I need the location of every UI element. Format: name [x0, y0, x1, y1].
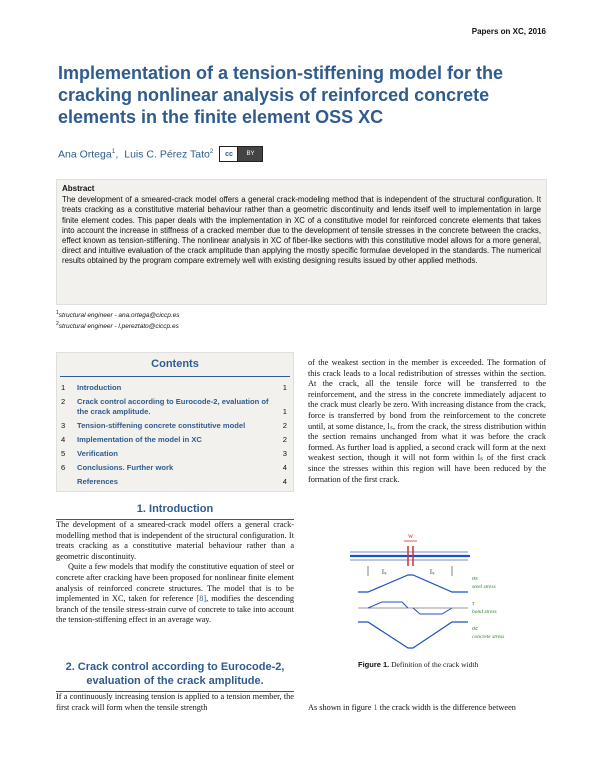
right-column-text — [308, 358, 546, 485]
paper-title: Implementation of a tension-stiffening model for the cracking nonlinear analysis of reinforced concrete elements in the finite element OSS XC — [58, 63, 504, 127]
abstract-box — [56, 179, 547, 305]
right-column-text-bottom — [308, 703, 546, 714]
bond-stress-right — [413, 608, 452, 614]
label-tau: τ — [472, 600, 475, 607]
label-ls-left: lₛ — [382, 568, 387, 576]
contents-heading: Contents — [151, 358, 199, 370]
abstract-text: The development of a smeared-crack model offers a general crack-modeling method that is independent of the structural configuration. It treats cracking as a constitutive material behaviour rather than a geometric discontinuity and lends itself well to implementation in large finite element codes. This paper deals with the implementation in XC of a constitutive model for reinforced concrete elements that takes into account the increase in stiffness of a cracked member due to the development of tensile stresses in the concrete between the cracks, effect known as tension-stiffening. The nonlinear analysis in XC of fiber-like sections with this constitutive model allows for a more general, direct and intuitive evaluation of the crack amplitude than applying the mostly specific formulae developed in the standards. The numerical results obtained by the program compare extremely well with existing designing results issued by other applied methods. — [62, 195, 541, 266]
intro-paragraph-1: The development of a smeared-crack model offers a general crack-modelling method that is independent of the structural configuration. It treats cracking as a constitutive material behaviour rather than a geometric discontinuity. — [56, 520, 294, 561]
sec2-paragraph-1: If a continuously increasing tension is applied to a tension member, the first crack will form when the tensile strength — [56, 692, 294, 712]
citation-link[interactable]: [8] — [196, 594, 207, 604]
right-paragraph-2: As shown in figure 1 the crack width is the difference between — [308, 703, 516, 712]
concrete-stress-curve — [358, 622, 468, 648]
steel-stress-curve — [358, 575, 468, 592]
cc-license-badge[interactable] — [219, 146, 263, 162]
abstract-heading: Abstract — [62, 184, 95, 193]
label-steel-stress: steel stress — [472, 584, 496, 590]
journal-header: Papers on XC, 2016 — [471, 27, 546, 36]
contents-divider — [60, 376, 290, 377]
table-of-contents — [56, 352, 294, 492]
toc-item[interactable]: References 4 — [77, 477, 287, 486]
figure-link[interactable]: 1 — [373, 703, 378, 712]
crack-control-text — [56, 692, 294, 713]
toc-item[interactable]: 3 Tension-stiffening concrete constitutive model 2 — [61, 421, 287, 430]
intro-paragraph-2: Quite a few models that modify the constitutive equation of steel or concrete after cracking have been proposed for nonlinear finite element analysis of reinforced concrete structures. The model that is to be implemented in XC, taken for reference [8], modifies the descending branch of the tensile stress-strain curve of concrete to take into account the tension-stiffening effect in an average way. — [56, 562, 295, 625]
toc-item[interactable]: 4 Implementation of the model in XC 2 — [61, 435, 287, 444]
cc-icon: cc — [220, 147, 238, 161]
footnote-2: $^2$structural engineer - l.pereztato@ciccp.es — [56, 321, 179, 331]
toc-item[interactable]: 2 Crack control according to Eurocode-2, evaluation of the crack amplitude. 1 — [61, 397, 287, 416]
label-bond-stress: bond stress — [472, 609, 497, 615]
author-1: Ana Ortega$^1$, — [58, 147, 119, 161]
toc-item[interactable]: 6 Conclusions. Further work 4 — [61, 463, 287, 472]
introduction-text — [56, 520, 294, 626]
author-2: Luis C. Pérez Tato$^2$ — [124, 147, 214, 161]
footnote-1: $^1$structural engineer - ana.ortega@ciccp.es — [56, 310, 180, 320]
crack-width-diagram — [342, 530, 520, 656]
label-sigma-c: σc — [472, 625, 479, 632]
right-paragraph-1: of the weakest section in the member is exceeded. The formation of this crack leads to a local redistribution of stresses within the section. At the crack, all the tensile force will be transferred to the reinforcement, and the stress in the concrete immediately adjacent to the crack must clearly be zero. With increasing distance from the crack, force is transferred by bond from the reinforcement to the concrete until, at some distance, lₛ, from the crack, the stress distribution within the section remains unchanged from what it was before the crack formed. As further load is applied, a second crack will form at the next weakest section, though it will not form within lₛ of the first crack since the stresses within this region will have been reduced by the formation of the first crack. — [308, 358, 546, 484]
author-footnotes — [56, 309, 180, 331]
author-line — [58, 146, 263, 162]
label-sigma-s: σs — [472, 575, 478, 582]
figure-caption: Figure 1. Definition of the crack width — [358, 660, 479, 669]
bond-stress-left — [368, 602, 408, 608]
toc-item[interactable]: 5 Verification 3 — [61, 449, 287, 458]
section-heading-crack-control: 2. Crack control according to Eurocode-2, evaluation of the crack amplitude. — [56, 660, 294, 692]
by-icon: BY — [238, 147, 262, 161]
label-w: w — [408, 532, 414, 540]
label-concrete-stress: concrete stress — [472, 634, 505, 640]
toc-item[interactable]: 1 Introduction 1 — [61, 383, 287, 392]
section-heading-introduction: 1. Introduction — [56, 502, 294, 520]
label-ls-right: lₛ — [430, 568, 435, 576]
crack-width-figure — [342, 530, 520, 656]
